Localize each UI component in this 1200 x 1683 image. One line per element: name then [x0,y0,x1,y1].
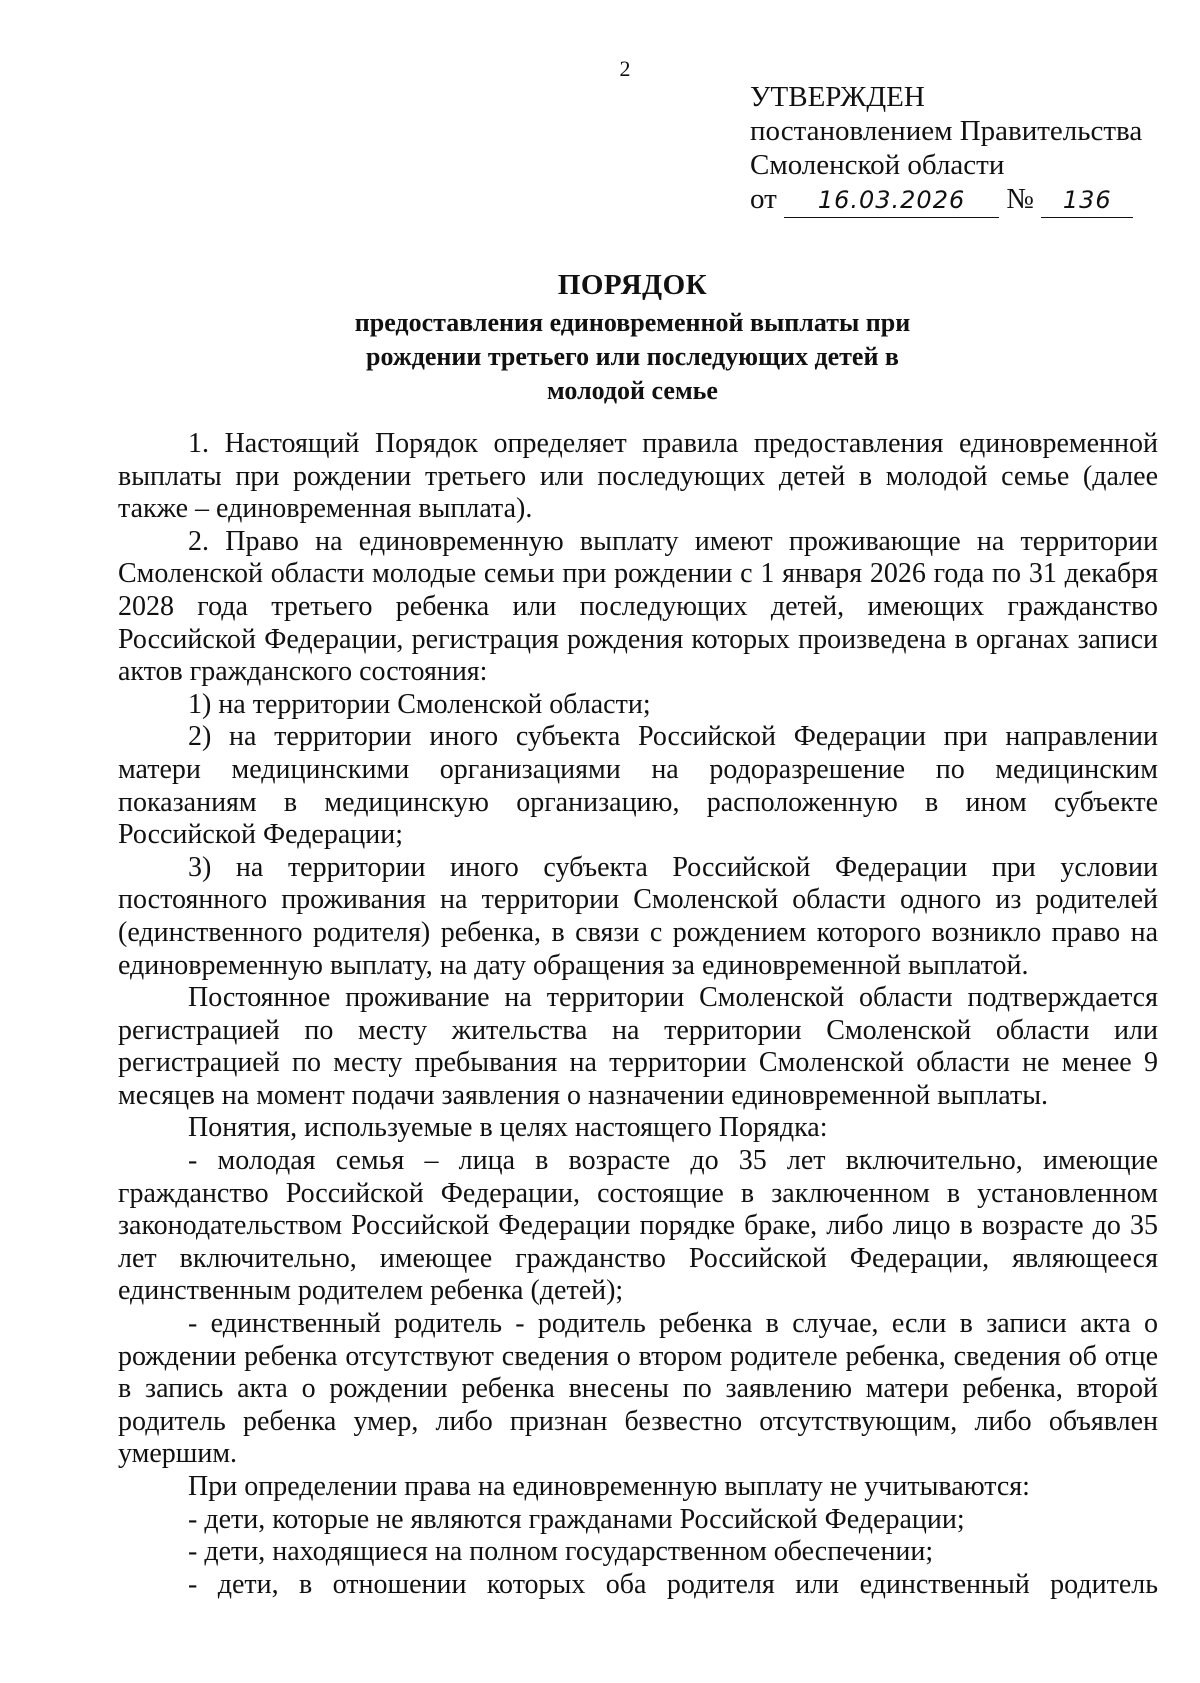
exclusion-item-3: - дети, в отношении которых оба родителя или единственный родитель [188,1568,1158,1600]
paragraph-1: 1. Настоящий Порядок определяет правила предоставления единовременной выплаты при рождении третьего или последующих детей в молодой семье (далее также – единовременная выплата). [118,428,1158,525]
approval-block [750,80,1170,218]
document-body [118,428,1158,1601]
paragraph-residence: Постоянное проживание на территории Смоленской области подтверждается регистрацией по месту жительства на территории Смоленской области или регистрацией по месту пребывания на территории Смоленской области не менее 9 месяцев на момент подачи заявления о назначении единовременной выплаты. [118,982,1158,1111]
document-heading [0,268,1200,408]
list-item-1: 1) на территории Смоленской области; [188,688,651,720]
list-item-3: 3) на территории иного субъекта Российской Федерации при условии постоянного проживания на территории Смоленской области одного из родителей (единственного родителя) ребенка, в связи с рождением которого возникло право на единовременную выплату, на дату обращения за единовременной выплатой. [118,851,1158,981]
subtitle-line-2: рождении третьего или последующих детей в [366,342,899,371]
number-label: № [1006,183,1034,215]
paragraph-2: 2. Право на единовременную выплату имеют проживающие на территории Смоленской области молодые семьи при рождении с 1 января 2026 года по 31 декабря 2028 года третьего ребенка или последующих детей, имеющих гражданство Российской Федерации, регистрация рождения которых произведена в органах записи актов гражданского состояния: [118,525,1158,688]
handwritten-number: 136 [1041,183,1133,218]
paragraph-definitions: Понятия, используемые в целях настоящего Порядка: [188,1112,828,1144]
document-subtitle [0,306,1200,408]
document-title: ПОРЯДОК [557,269,708,301]
approval-line-2: Смоленской области [750,149,1005,181]
date-prefix: от [750,183,777,215]
page-number: 2 [619,56,631,81]
subtitle-line-3: молодой семье [547,376,718,405]
approval-stamp: УТВЕРЖДЕН [750,81,925,113]
list-item-2: 2) на территории иного субъекта Российской Федерации при направлении матери медицинскими организациями на родоразрешение по медицинским показаниям в медицинскую организацию, расположенную в ином субъекте Российской Федерации; [118,721,1158,851]
definition-young-family: - молодая семья – лица в возрасте до 35 лет включительно, имеющие гражданство Российской Федерации, состоящие в заключенном в установленном законодательством Российской Федерации порядке браке, либо лицо в возрасте до 35 лет включительно, имеющее гражданство Российской Федерации, являющееся единственным родителем ребенка (детей); [118,1145,1158,1307]
handwritten-date: 16.03.2026 [784,183,999,218]
paragraph-exclusions: При определении права на единовременную выплату не учитываются: [188,1471,1030,1502]
subtitle-line-1: предоставления единовременной выплаты при [354,308,911,337]
approval-line-1: постановлением Правительства [750,115,1143,147]
exclusion-item-1: - дети, которые не являются гражданами Российской Федерации; [188,1503,965,1535]
definition-single-parent: - единственный родитель - родитель ребенка в случае, если в записи акта о рождении ребенка отсутствуют сведения о втором родителе ребенка, сведения об отце в запись акта о рождении ребенка внесены по заявлению матери ребенка, второй родитель ребенка умер, либо признан безвестно отсутствующим, либо объявлен умершим. [118,1308,1158,1470]
approval-date-line [750,182,1170,218]
exclusion-item-2: - дети, находящиеся на полном государственном обеспечении; [188,1536,934,1568]
